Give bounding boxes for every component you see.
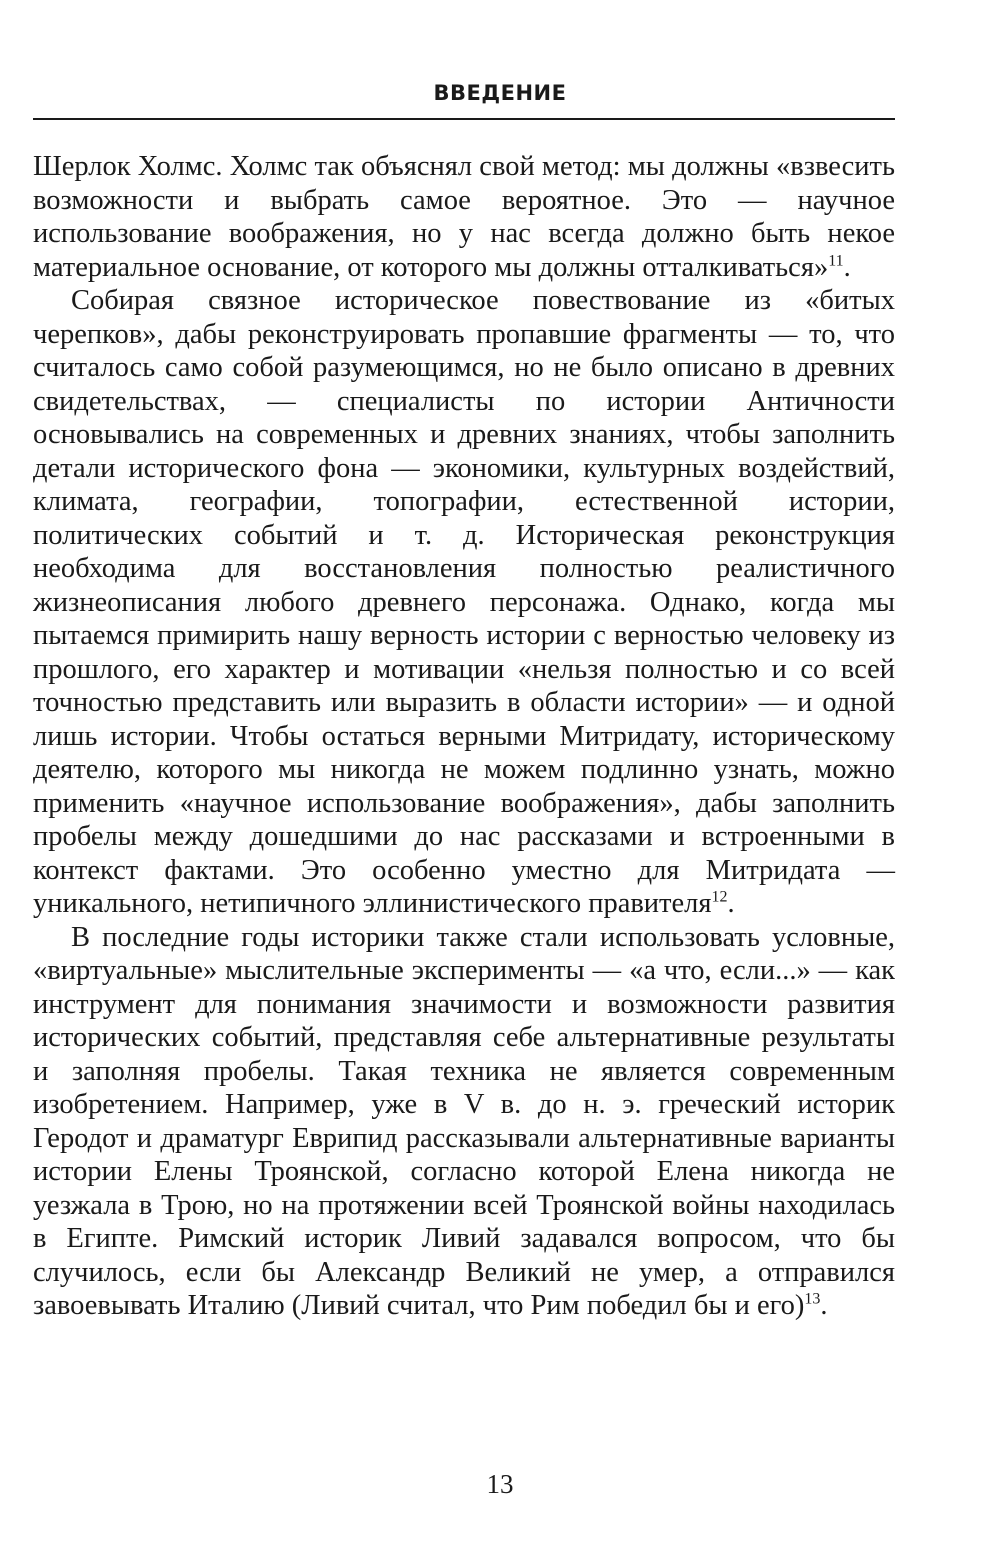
header-rule <box>33 118 895 120</box>
paragraph-2 <box>33 284 895 921</box>
page-number: 13 <box>486 1469 514 1499</box>
paragraph-1 <box>33 150 895 284</box>
paragraph-text: В последние годы историки также стали использовать условные, «виртуальные» мыслительные эксперименты — «а что, если...» — как инструмент для понимания значимости и возможности развития исторических событий, представляя себе альтернативные результаты и заполняя пробелы. Такая техника не является современным изобретением. Например, уже в V в. до н. э. греческий историк Геродот и драматург Еврипид рассказывали альтернативные варианты истории Елены Троянской, согласно которой Елена никогда не уезжала в Трою, но на протяжении всей Троянской войны находилась в Египте. Римский историк Ливий задавался вопросом, что бы случилось, если бы Александр Великий не умер, а отправился завоевывать Италию (Ливий считал, что Рим победил бы и его) <box>33 921 895 1321</box>
running-header: ВВЕДЕНИЕ <box>433 81 567 105</box>
paragraph-tail: . <box>727 888 735 919</box>
footnote-marker: 12 <box>711 888 728 906</box>
paragraph-tail: . <box>820 1290 828 1321</box>
paragraph-text: Шерлок Холмс. Холмс так объяснял свой метод: мы должны «взвесить возможности и выбрать самое вероятное. Это — научное использование воображения, но у нас всегда должно быть некое материальное основание, от которого мы должны отталкиваться» <box>33 151 895 283</box>
footnote-marker: 13 <box>804 1290 821 1308</box>
paragraph-text: Собирая связное историческое повествование из «битых черепков», дабы реконструировать пропавшие фрагменты — то, что считалось само собой разумеющимся, но не было описано в древних свидетельствах, — специалисты по истории Античности основывались на современных и древних знаниях, чтобы заполнить детали исторического фона — экономики, культурных воздействий, климата, географии, топографии, естественной истории, политических событий и т. д. Историческая реконструкция необходима для восстановления полностью реалистичного жизнеописания любого древнего персонажа. Однако, когда мы пытаемся примирить нашу верность истории с верностью человеку из прошлого, его характер и мотивации «нельзя полностью и со всей точностью представить или выразить в области истории» — и одной лишь истории. Чтобы остаться верными Митридату, историческому деятелю, которого мы никогда не можем подлинно узнать, можно применить «научное использование воображения», дабы заполнить пробелы между дошедшими до нас рассказами и встроенными в контекст фактами. Это особенно уместно для Митридата — уникального, нетипичного эллинистического правителя <box>33 285 895 919</box>
footnote-marker: 11 <box>828 252 844 269</box>
paragraph-3 <box>33 921 895 1323</box>
body-text <box>33 150 895 1323</box>
paragraph-tail: . <box>843 251 851 283</box>
